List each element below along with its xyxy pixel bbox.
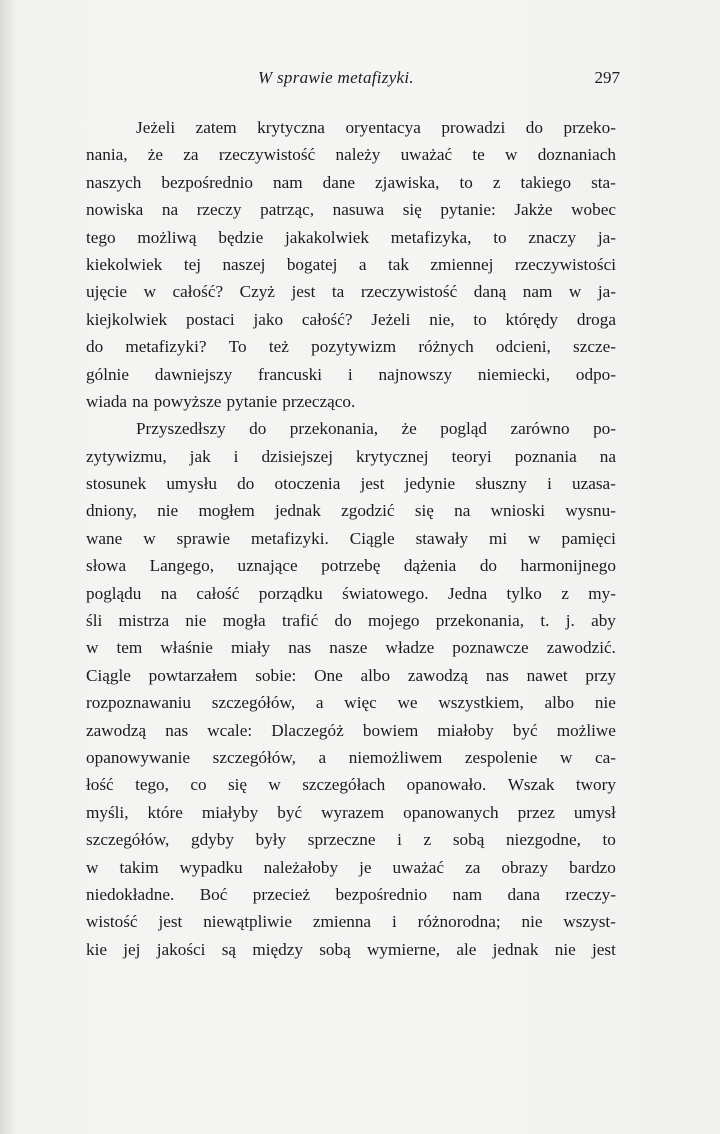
text-line: kiekolwiek tej naszej bogatej a tak zmiennej rzeczywistości	[86, 254, 616, 274]
text-line: kiejkolwiek postaci jako całość? Jeżeli nie, to którędy droga	[86, 309, 616, 329]
text-line: śli mistrza nie mogła trafić do mojego przekonania, t. j. aby	[86, 611, 616, 631]
text-line: opanowywanie szczegółów, a niemożliwem zespolenie w ca-	[86, 747, 616, 767]
text-line: łość tego, co się w szczegółach opanowało. Wszak twory	[86, 775, 616, 795]
text-line: Ciągle powtarzałem sobie: One albo zawodzą nas nawet przy	[86, 665, 616, 685]
paragraph	[86, 415, 616, 963]
page-number: 297	[594, 68, 620, 87]
text-line: w tem właśnie miały nas nasze władze poznawcze zawodzić.	[86, 638, 616, 658]
text-line: gólnie dawniejszy francuski i najnowszy niemiecki, odpo-	[86, 364, 616, 384]
text-line: Jeżeli zatem krytyczna oryentacya prowadzi do przeko-	[136, 118, 616, 137]
text-line: wiada na powyższe pytanie przecząco.	[86, 391, 356, 411]
text-line: naszych bezpośrednio nam dane zjawiska, to z takiego sta-	[86, 172, 616, 192]
text-line: wistość jest niewątpliwie zmienna i różnorodna; nie wszyst-	[86, 912, 616, 932]
text-line: w takim wypadku należałoby je uważać za obrazy bardzo	[86, 857, 616, 877]
text-line: szczegółów, gdyby były sprzeczne i z sobą niezgodne, to	[86, 830, 616, 850]
text-line: zawodzą nas wcale: Dlaczegóż bowiem miałoby być możliwe	[86, 720, 616, 740]
text-line: ujęcie w całość? Czyż jest ta rzeczywistość daną nam w ja-	[86, 282, 616, 302]
paragraph	[86, 114, 616, 415]
text-line: stosunek umysłu do otoczenia jest jedynie słuszny i uzasa-	[86, 474, 616, 494]
text-line: myśli, które miałyby być wyrazem opanowanych przez umysł	[86, 802, 616, 822]
text-line: niedokładne. Boć przecież bezpośrednio nam dana rzeczy-	[86, 884, 616, 904]
body-text	[86, 114, 616, 963]
text-line: nania, że za rzeczywistość należy uważać te w doznaniach	[86, 145, 616, 165]
page-header	[86, 68, 624, 94]
text-line: do metafizyki? To też pozytywizm różnych odcieni, szcze-	[86, 337, 616, 357]
text-line: kie jej jakości są między sobą wymierne, ale jednak nie jest	[86, 939, 616, 959]
text-line: słowa Langego, uznające potrzebę dążenia do harmonijnego	[86, 556, 616, 576]
text-line: tego możliwą będzie jakakolwiek metafizyka, to znaczy ja-	[86, 227, 616, 247]
text-line: dniony, nie mogłem jednak zgodzić się na wnioski wysnu-	[86, 501, 616, 521]
text-line: rozpoznawaniu szczegółów, a więc we wszystkiem, albo nie	[86, 693, 616, 713]
text-line: wane w sprawie metafizyki. Ciągle stawały mi w pamięci	[86, 528, 616, 548]
text-line: poglądu na całość porządku światowego. Jedna tylko z my-	[86, 583, 616, 603]
text-line: zytywizmu, jak i dzisiejszej krytycznej teoryi poznania na	[86, 446, 616, 466]
text-line: Przyszedłszy do przekonania, że pogląd zarówno po-	[136, 419, 616, 439]
running-title: W sprawie metafizyki.	[258, 68, 414, 87]
text-line: nowiska na rzeczy patrząc, nasuwa się pytanie: Jakże wobec	[86, 200, 616, 220]
